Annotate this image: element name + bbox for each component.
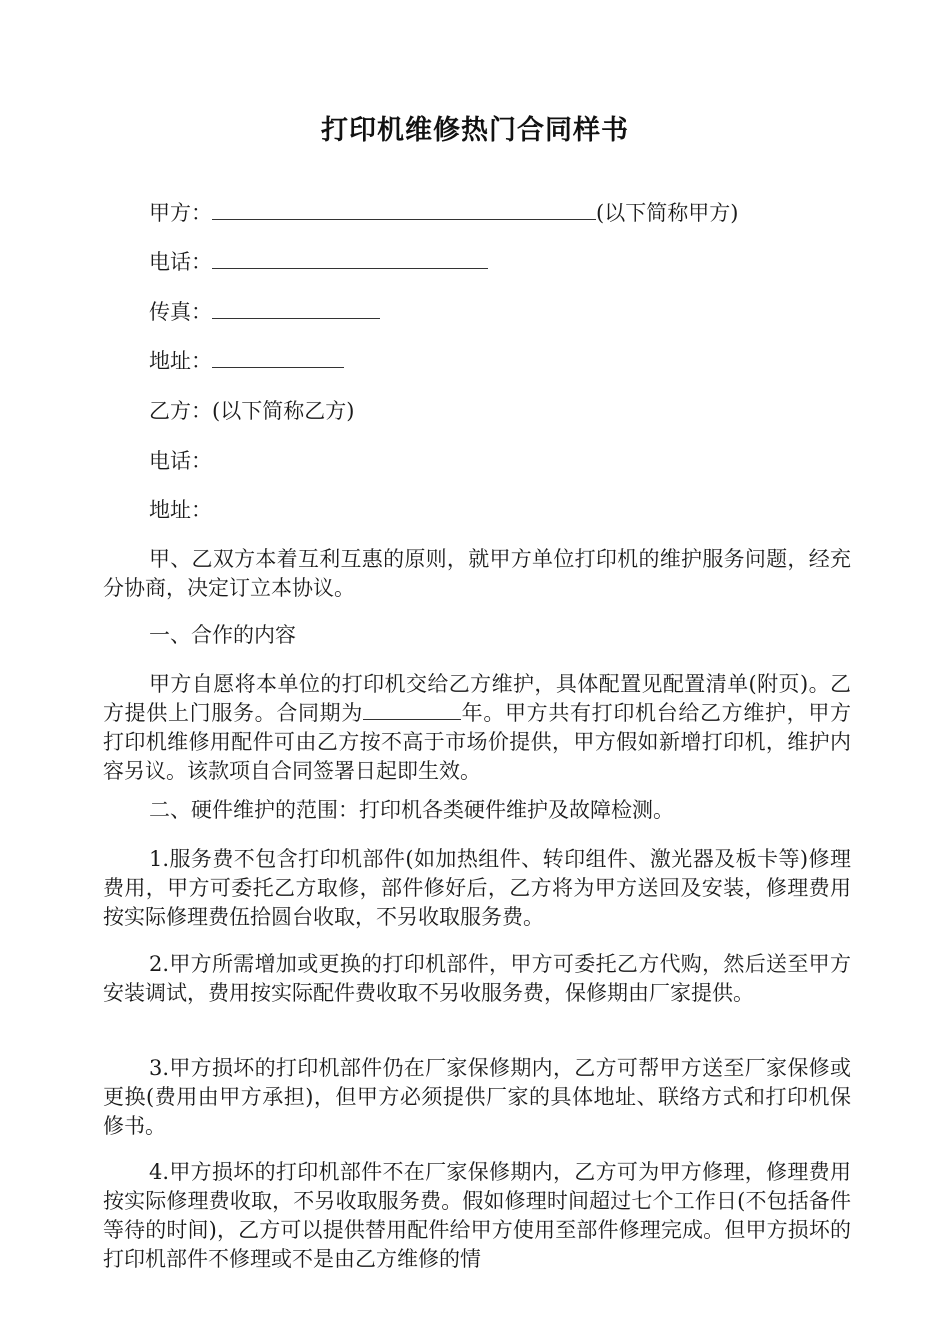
intro-paragraph: 甲、乙双方本着互利互惠的原则，就甲方单位打印机的维护服务问题，经充分协商，决定订立本协议。	[103, 547, 851, 600]
party-a-name-suffix: (以下简称甲方)	[596, 201, 739, 225]
item-2-paragraph: 2.甲方所需增加或更换的打印机部件，甲方可委托乙方代购，然后送至甲方安装调试，费用按实际配件费收取不另收服务费，保修期由厂家提供。	[103, 952, 851, 1005]
party-a-phone-label: 电话：	[149, 250, 212, 274]
item-1-paragraph: 1.服务费不包含打印机部件(如加热组件、转印组件、激光器及板卡等)修理费用，甲方可委托乙方取修，部件修好后，乙方将为甲方送回及安装，修理费用按实际修理费伍拾圆台收取，不另收取服务费。	[103, 847, 851, 929]
party-b-address-line: 地址：	[149, 498, 212, 522]
party-a-name-label: 甲方：	[149, 201, 212, 225]
party-a-fax-label: 传真：	[149, 300, 212, 324]
section-2-heading: 二、硬件维护的范围：打印机各类硬件维护及故障检测。	[149, 798, 674, 822]
party-a-address-blank	[212, 347, 344, 368]
section-1-text-b: 年。甲方共有打印机台给乙方维护，甲方打印机维修用配件可由乙方按不高于市场价提供，甲方假如新增打印机，维护内容另议。该款项自合同签署日起即生效。	[103, 701, 851, 783]
item-4-paragraph: 4.甲方损坏的打印机部件不在厂家保修期内，乙方可为甲方修理，修理费用按实际修理费收取，不另收取服务费。假如修理时间超过七个工作日(不包括备件等待的时间)，乙方可以提供替用配件给甲方使用至部件修理完成。但甲方损坏的打印机部件不修理或不是由乙方维修的情	[103, 1160, 851, 1271]
section-1-text-a: 甲方自愿将本单位的打印机交给乙方维护，具体配置见配置清单(附页)。乙方提供上门服务。合同期为	[103, 672, 851, 725]
party-a-phone-line	[149, 248, 488, 276]
party-b-name-line: 乙方：(以下简称乙方)	[149, 399, 355, 423]
party-b-phone-line: 电话：	[149, 449, 212, 473]
party-a-name-line	[149, 199, 738, 227]
party-a-phone-blank	[212, 248, 488, 269]
section-1-paragraph	[103, 670, 851, 786]
party-a-fax-line	[149, 298, 380, 326]
party-a-fax-blank	[212, 298, 380, 319]
item-3-paragraph: 3.甲方损坏的打印机部件仍在厂家保修期内，乙方可帮甲方送至厂家保修或更换(费用由甲方承担)，但甲方必须提供厂家的具体地址、联络方式和打印机保修书。	[103, 1056, 851, 1138]
section-1-heading: 一、合作的内容	[149, 623, 296, 647]
party-a-name-blank	[212, 199, 596, 220]
party-a-address-label: 地址：	[149, 349, 212, 373]
document-title: 打印机维修热门合同样书	[321, 115, 629, 146]
party-a-address-line	[149, 347, 344, 375]
contract-term-blank	[363, 699, 461, 720]
